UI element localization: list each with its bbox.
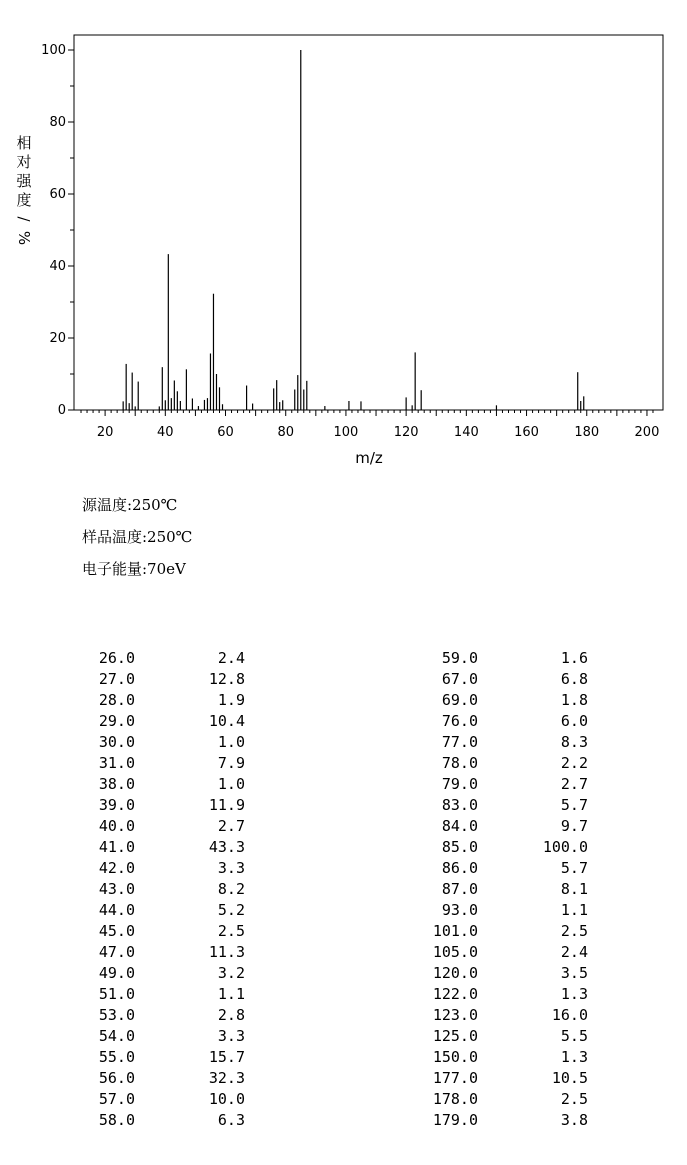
peak-intensity: 2.4 <box>560 943 588 961</box>
y-axis-title <box>15 134 33 245</box>
peak-mz: 178.0 <box>432 1090 478 1108</box>
peak-table-row <box>0 921 687 942</box>
peak-mz: 45.0 <box>98 922 135 940</box>
y-tick-label: 40 <box>49 259 66 274</box>
peak-mz: 56.0 <box>98 1069 135 1087</box>
peak-table-row <box>0 879 687 900</box>
x-tick-label: 180 <box>574 425 600 440</box>
peak-mz: 51.0 <box>98 985 135 1003</box>
peak-mz: 30.0 <box>98 733 135 751</box>
peak-intensity: 2.5 <box>560 922 588 940</box>
peak-mz: 125.0 <box>432 1027 478 1045</box>
y-tick-label: 100 <box>41 43 66 58</box>
y-axis-title-char: 相 <box>16 134 32 152</box>
peak-mz: 54.0 <box>98 1027 135 1045</box>
sample-temperature: 样品温度:250℃ <box>82 528 193 546</box>
peak-mz: 67.0 <box>441 670 478 688</box>
y-tick-label: 60 <box>49 187 66 202</box>
peak-mz: 105.0 <box>432 943 478 961</box>
peak-table-row <box>0 984 687 1005</box>
peak-table-row <box>0 648 687 669</box>
peak-mz: 79.0 <box>441 775 478 793</box>
x-tick-label: 40 <box>157 425 174 440</box>
peak-table-row <box>0 753 687 774</box>
peak-mz: 59.0 <box>441 649 478 667</box>
peak-bars <box>123 50 584 410</box>
peak-intensity: 100.0 <box>542 838 588 856</box>
peak-intensity: 10.4 <box>208 712 245 730</box>
peak-mz: 85.0 <box>441 838 478 856</box>
peak-mz: 76.0 <box>441 712 478 730</box>
peak-intensity: 10.5 <box>551 1069 588 1087</box>
peak-table-row <box>0 837 687 858</box>
peak-mz: 38.0 <box>98 775 135 793</box>
y-tick-label: 0 <box>57 403 66 418</box>
peak-table-row <box>0 1026 687 1047</box>
y-axis-title-char: 度 <box>16 191 32 209</box>
peak-mz: 179.0 <box>432 1111 478 1129</box>
peak-mz: 41.0 <box>98 838 135 856</box>
peak-table-row <box>0 963 687 984</box>
peak-mz: 87.0 <box>441 880 478 898</box>
peak-intensity: 1.0 <box>217 775 245 793</box>
peak-intensity: 1.6 <box>560 649 588 667</box>
electron-energy: 电子能量:70eV <box>82 560 186 578</box>
peak-mz: 49.0 <box>98 964 135 982</box>
peak-intensity: 5.5 <box>560 1027 588 1045</box>
x-axis-title: m/z <box>355 449 383 467</box>
peak-table-row <box>0 795 687 816</box>
y-tick-label: 20 <box>49 331 66 346</box>
peak-intensity: 8.2 <box>217 880 245 898</box>
peak-mz: 93.0 <box>441 901 478 919</box>
peak-mz: 57.0 <box>98 1090 135 1108</box>
y-axis-title-char: / <box>15 216 33 222</box>
peak-table-row <box>0 774 687 795</box>
peak-intensity: 2.2 <box>560 754 588 772</box>
y-axis <box>41 43 74 418</box>
peak-mz: 150.0 <box>432 1048 478 1066</box>
peak-table-row <box>0 1089 687 1110</box>
peak-mz: 86.0 <box>441 859 478 877</box>
peak-intensity: 2.5 <box>560 1090 588 1108</box>
peak-mz: 53.0 <box>98 1006 135 1024</box>
peak-mz: 28.0 <box>98 691 135 709</box>
peak-intensity: 2.8 <box>217 1006 245 1024</box>
peak-table-row <box>0 690 687 711</box>
x-tick-label: 60 <box>217 425 234 440</box>
peak-intensity: 6.8 <box>560 670 588 688</box>
peak-intensity: 5.7 <box>560 859 588 877</box>
y-axis-title-char: % <box>15 230 33 246</box>
peak-mz: 58.0 <box>98 1111 135 1129</box>
peak-intensity: 3.3 <box>217 859 245 877</box>
peak-mz: 78.0 <box>441 754 478 772</box>
peak-intensity: 11.9 <box>208 796 245 814</box>
x-tick-label: 100 <box>333 425 359 440</box>
peak-mz: 39.0 <box>98 796 135 814</box>
peak-mz: 43.0 <box>98 880 135 898</box>
peak-mz: 83.0 <box>441 796 478 814</box>
plot-frame <box>74 35 663 410</box>
peak-table-right <box>0 648 687 1131</box>
peak-mz: 29.0 <box>98 712 135 730</box>
peak-intensity: 1.1 <box>217 985 245 1003</box>
peak-intensity: 15.7 <box>208 1048 245 1066</box>
peak-table-row <box>0 669 687 690</box>
peak-table-row <box>0 900 687 921</box>
peak-mz: 120.0 <box>432 964 478 982</box>
peak-intensity: 1.0 <box>217 733 245 751</box>
peak-mz: 27.0 <box>98 670 135 688</box>
peak-table-row <box>0 1068 687 1089</box>
peak-intensity: 1.8 <box>560 691 588 709</box>
peak-table-row <box>0 711 687 732</box>
source-temperature: 源温度:250℃ <box>82 496 178 514</box>
peak-intensity: 5.7 <box>560 796 588 814</box>
peak-intensity: 2.5 <box>217 922 245 940</box>
peak-intensity: 32.3 <box>208 1069 245 1087</box>
peak-mz: 122.0 <box>432 985 478 1003</box>
peak-mz: 101.0 <box>432 922 478 940</box>
peak-intensity: 8.3 <box>560 733 588 751</box>
peak-mz: 44.0 <box>98 901 135 919</box>
peak-table-row <box>0 1110 687 1131</box>
y-tick-label: 80 <box>49 115 66 130</box>
peak-table-row <box>0 858 687 879</box>
peak-intensity: 6.0 <box>560 712 588 730</box>
peak-mz: 47.0 <box>98 943 135 961</box>
peak-intensity: 3.3 <box>217 1027 245 1045</box>
x-tick-label: 160 <box>514 425 539 440</box>
peak-intensity: 6.3 <box>217 1111 245 1129</box>
y-axis-title-char: 对 <box>16 153 32 171</box>
peak-intensity: 1.3 <box>560 1048 588 1066</box>
peak-intensity: 16.0 <box>551 1006 588 1024</box>
peak-intensity: 12.8 <box>208 670 245 688</box>
y-axis-title-char: 强 <box>16 172 32 190</box>
peak-table-row <box>0 732 687 753</box>
peak-intensity: 8.1 <box>560 880 588 898</box>
x-tick-label: 120 <box>393 425 419 440</box>
instrument-conditions <box>82 494 192 590</box>
mass-spectrum-chart <box>0 0 687 475</box>
peak-mz: 26.0 <box>98 649 135 667</box>
peak-table-row <box>0 816 687 837</box>
peak-mz: 42.0 <box>98 859 135 877</box>
peak-mz: 77.0 <box>441 733 478 751</box>
peak-intensity: 3.5 <box>560 964 588 982</box>
peak-mz: 123.0 <box>432 1006 478 1024</box>
x-tick-label: 80 <box>277 425 294 440</box>
peak-mz: 69.0 <box>441 691 478 709</box>
peak-table-row <box>0 1005 687 1026</box>
peak-intensity: 1.1 <box>560 901 588 919</box>
peak-intensity: 5.2 <box>217 901 245 919</box>
x-axis <box>81 410 659 440</box>
peak-mz: 84.0 <box>441 817 478 835</box>
peak-mz: 40.0 <box>98 817 135 835</box>
peak-intensity: 2.4 <box>217 649 245 667</box>
peak-intensity: 1.9 <box>217 691 245 709</box>
peak-intensity: 43.3 <box>208 838 245 856</box>
peak-table-row <box>0 1047 687 1068</box>
peak-mz: 177.0 <box>432 1069 478 1087</box>
peak-mz: 55.0 <box>98 1048 135 1066</box>
peak-mz: 31.0 <box>98 754 135 772</box>
peak-intensity: 3.8 <box>560 1111 588 1129</box>
peak-intensity: 2.7 <box>217 817 245 835</box>
peak-intensity: 9.7 <box>560 817 588 835</box>
x-tick-label: 200 <box>634 425 660 440</box>
peak-intensity: 11.3 <box>208 943 245 961</box>
peak-table-row <box>0 942 687 963</box>
x-tick-label: 20 <box>96 425 114 440</box>
peak-intensity: 3.2 <box>217 964 245 982</box>
peak-intensity: 2.7 <box>560 775 588 793</box>
peak-intensity: 1.3 <box>560 985 588 1003</box>
x-tick-label: 140 <box>453 425 479 440</box>
peak-intensity: 7.9 <box>217 754 245 772</box>
peak-intensity: 10.0 <box>208 1090 245 1108</box>
